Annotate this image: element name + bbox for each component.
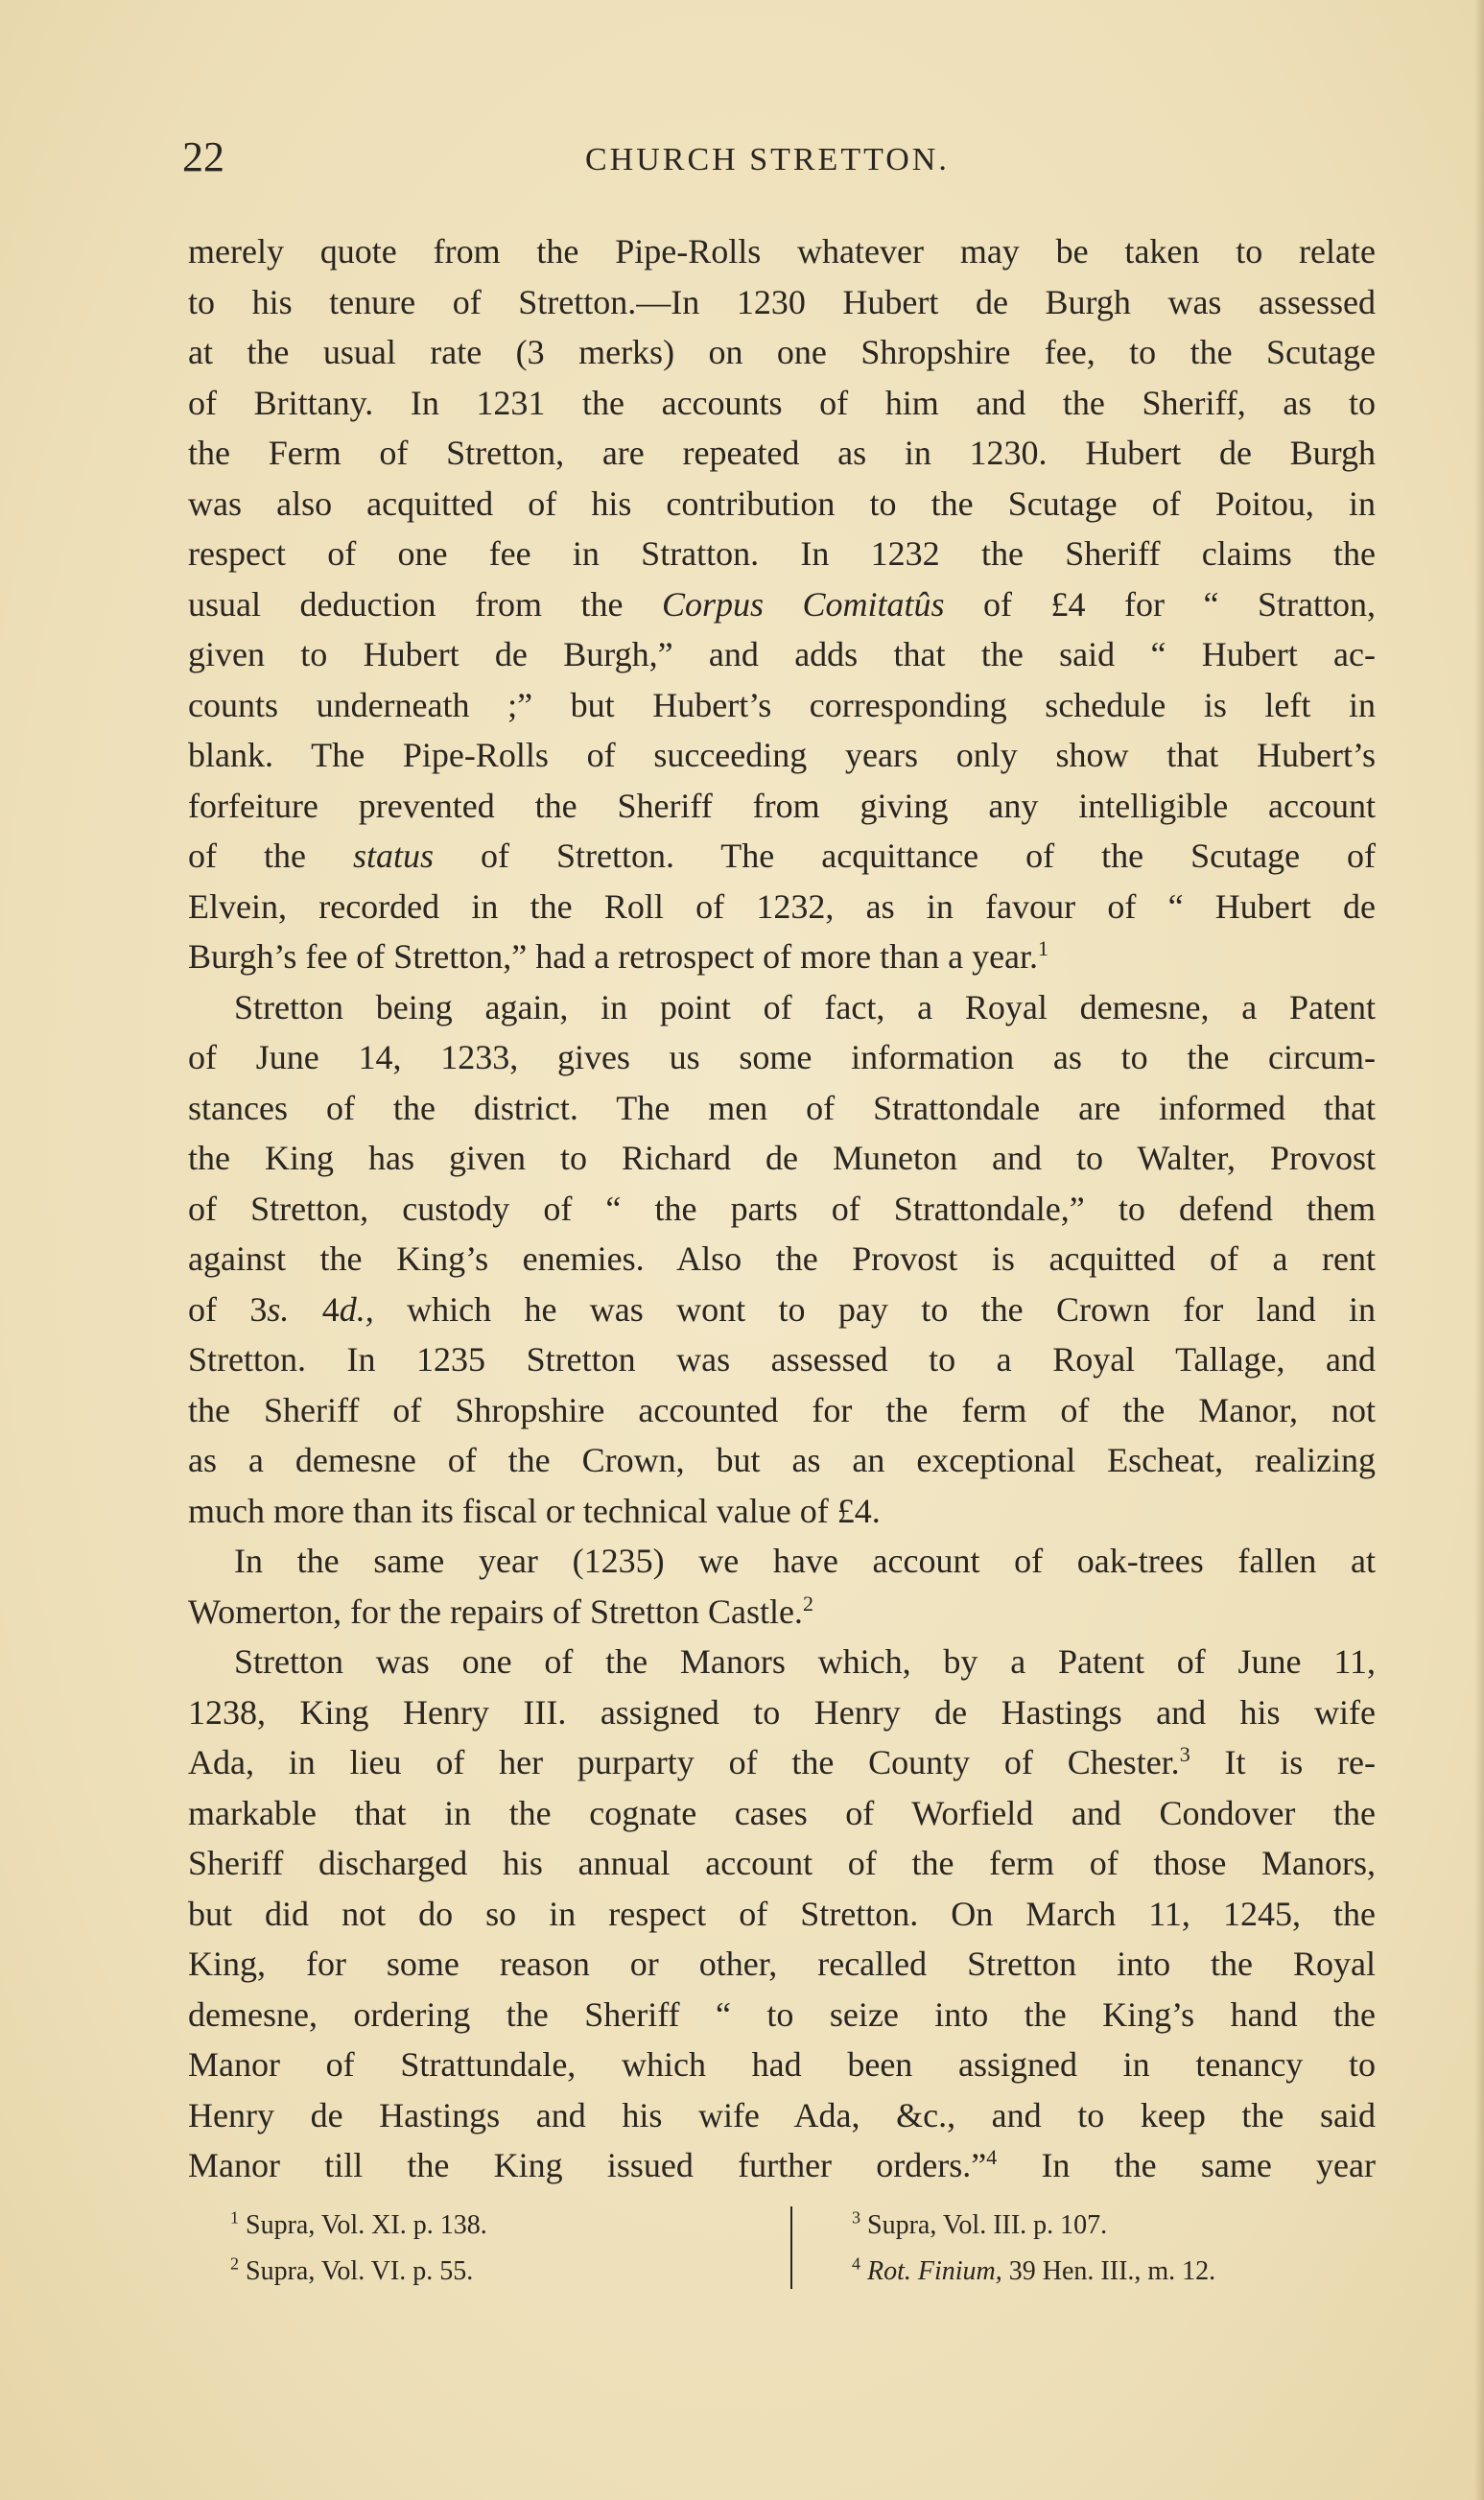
text-line: Ada, in lieu of her purparty of the County of Chester.$^3$ It is re- bbox=[188, 1742, 1376, 1781]
text-line: was also acquitted of his contribution to the Scutage of Poitou, in bbox=[188, 483, 1376, 523]
body-text bbox=[188, 226, 1376, 2191]
italic-status: status bbox=[352, 837, 434, 875]
footnote-ref-1: 1 bbox=[1038, 936, 1049, 960]
text-line: of the status of Stretton. The acquittance of the Scutage of bbox=[188, 837, 1377, 875]
text-line: much more than its fiscal or technical value of £4. bbox=[188, 1491, 881, 1530]
footnote-4: $^4$ Rot. Finium, 39 Hen. III., m. 12. bbox=[852, 2253, 1216, 2286]
text-line: the King has given to Richard de Muneton and to Walter, Provost bbox=[188, 1139, 1376, 1177]
text-line: against the King’s enemies. Also the Provost is acquitted of a rent bbox=[188, 1239, 1376, 1278]
text-line: markable that in the cognate cases of Worfield and Condover the bbox=[188, 1793, 1376, 1832]
text-line: the Sheriff of Shropshire accounted for the ferm of the Manor, not bbox=[188, 1390, 1376, 1429]
text-line: usual deduction from the Corpus Comitatûs of £4 for “ Stratton, bbox=[188, 584, 1377, 624]
text-line: as a demesne of the Crown, but as an exceptional Escheat, realizing bbox=[188, 1441, 1376, 1479]
footnotes-left-column bbox=[230, 2203, 748, 2295]
text-line: at the usual rate (3 merks) on one Shropshire fee, to the Scutage bbox=[188, 333, 1376, 371]
paragraph-start: Stretton being again, in point of fact, a Royal demesne, a Patent bbox=[234, 987, 1376, 1026]
footnote-1: $^1$ Supra, Vol. XI. p. 138. bbox=[230, 2207, 487, 2240]
text-line: of Brittany. In 1231 the accounts of him and the Sheriff, as to bbox=[188, 383, 1376, 422]
page-edge bbox=[1474, 0, 1484, 2500]
italic-corpus-comitatus: Corpus Comitatûs bbox=[661, 584, 945, 624]
text-line: Sheriff discharged his annual account of the ferm of those Manors, bbox=[188, 1844, 1376, 1882]
text-line: given to Hubert de Burgh,” and adds that the said “ Hubert ac- bbox=[188, 635, 1376, 673]
text-line: merely quote from the Pipe-Rolls whatever may be taken to relate bbox=[188, 232, 1376, 271]
text-line: demesne, ordering the Sheriff “ to seize into the King’s hand the bbox=[188, 1994, 1376, 2034]
footnote-2: $^2$ Supra, Vol. VI. p. 55. bbox=[230, 2253, 474, 2286]
text-line: Manor till the King issued further orders.”$^4$ In the same year bbox=[188, 2145, 1377, 2184]
page-header bbox=[182, 132, 1372, 190]
paragraph-start: In the same year (1235) we have account of oak-trees fallen at bbox=[234, 1542, 1376, 1580]
text-line: King, for some reason or other, recalled Stretton into the Royal bbox=[188, 1945, 1376, 1983]
footnote-3: $^3$ Supra, Vol. III. p. 107. bbox=[852, 2207, 1108, 2240]
text-line: stances of the district. The men of Strattondale are informed that bbox=[188, 1088, 1376, 1127]
text-line: blank. The Pipe-Rolls of succeeding years only show that Hubert’s bbox=[188, 736, 1376, 774]
text-line: respect of one fee in Stratton. In 1232 the Sheriff claims the bbox=[188, 534, 1376, 573]
page-number: 22 bbox=[182, 133, 224, 180]
text-line: the Ferm of Stretton, are repeated as in 1230. Hubert de Burgh bbox=[188, 434, 1376, 472]
footnote-ref-2: 2 bbox=[802, 1591, 813, 1616]
text-line: forfeiture prevented the Sheriff from giving any intelligible account bbox=[188, 786, 1376, 825]
running-title: CHURCH STRETTON. bbox=[585, 142, 950, 177]
paragraph-start: Stretton was one of the Manors which, by a Patent of June 11, bbox=[234, 1642, 1376, 1681]
text-line: Womerton, for the repairs of Stretton Castle.$^2$ bbox=[188, 1591, 813, 1631]
text-line: to his tenure of Stretton.—In 1230 Hubert de Burgh was assessed bbox=[188, 282, 1376, 321]
footnote-ref-4: 4 bbox=[986, 2145, 998, 2169]
text-line: Manor of Strattundale, which had been assigned in tenancy to bbox=[188, 2045, 1376, 2084]
text-line: Henry de Hastings and his wife Ada, &c., and to keep the said bbox=[188, 2095, 1376, 2134]
text-line: counts underneath ;” but Hubert’s corresponding schedule is left in bbox=[188, 685, 1376, 724]
footnotes-right-column bbox=[852, 2203, 1370, 2295]
text-line: but did not do so in respect of Stretton. On March 11, 1245, the bbox=[188, 1894, 1376, 1933]
text-line: Burgh’s fee of Stretton,” had a retrospect of more than a year.$^1$ bbox=[188, 936, 1049, 976]
text-line: of 3s. 4d., which he was wont to pay to the Crown for land in bbox=[188, 1289, 1376, 1329]
text-line: of June 14, 1233, gives us some information as to the circum- bbox=[188, 1038, 1376, 1076]
footnote-ref-3: 3 bbox=[1179, 1742, 1190, 1766]
text-line: 1238, King Henry III. assigned to Henry de Hastings and his wife bbox=[188, 1692, 1376, 1732]
footnote-divider bbox=[790, 2206, 792, 2289]
text-line: Stretton. In 1235 Stretton was assessed to a Royal Tallage, and bbox=[188, 1340, 1376, 1379]
text-line: Elvein, recorded in the Roll of 1232, as in favour of “ Hubert de bbox=[188, 886, 1376, 926]
footnotes bbox=[230, 2203, 1333, 2295]
text-line: of Stretton, custody of “ the parts of Strattondale,” to defend them bbox=[188, 1189, 1376, 1228]
